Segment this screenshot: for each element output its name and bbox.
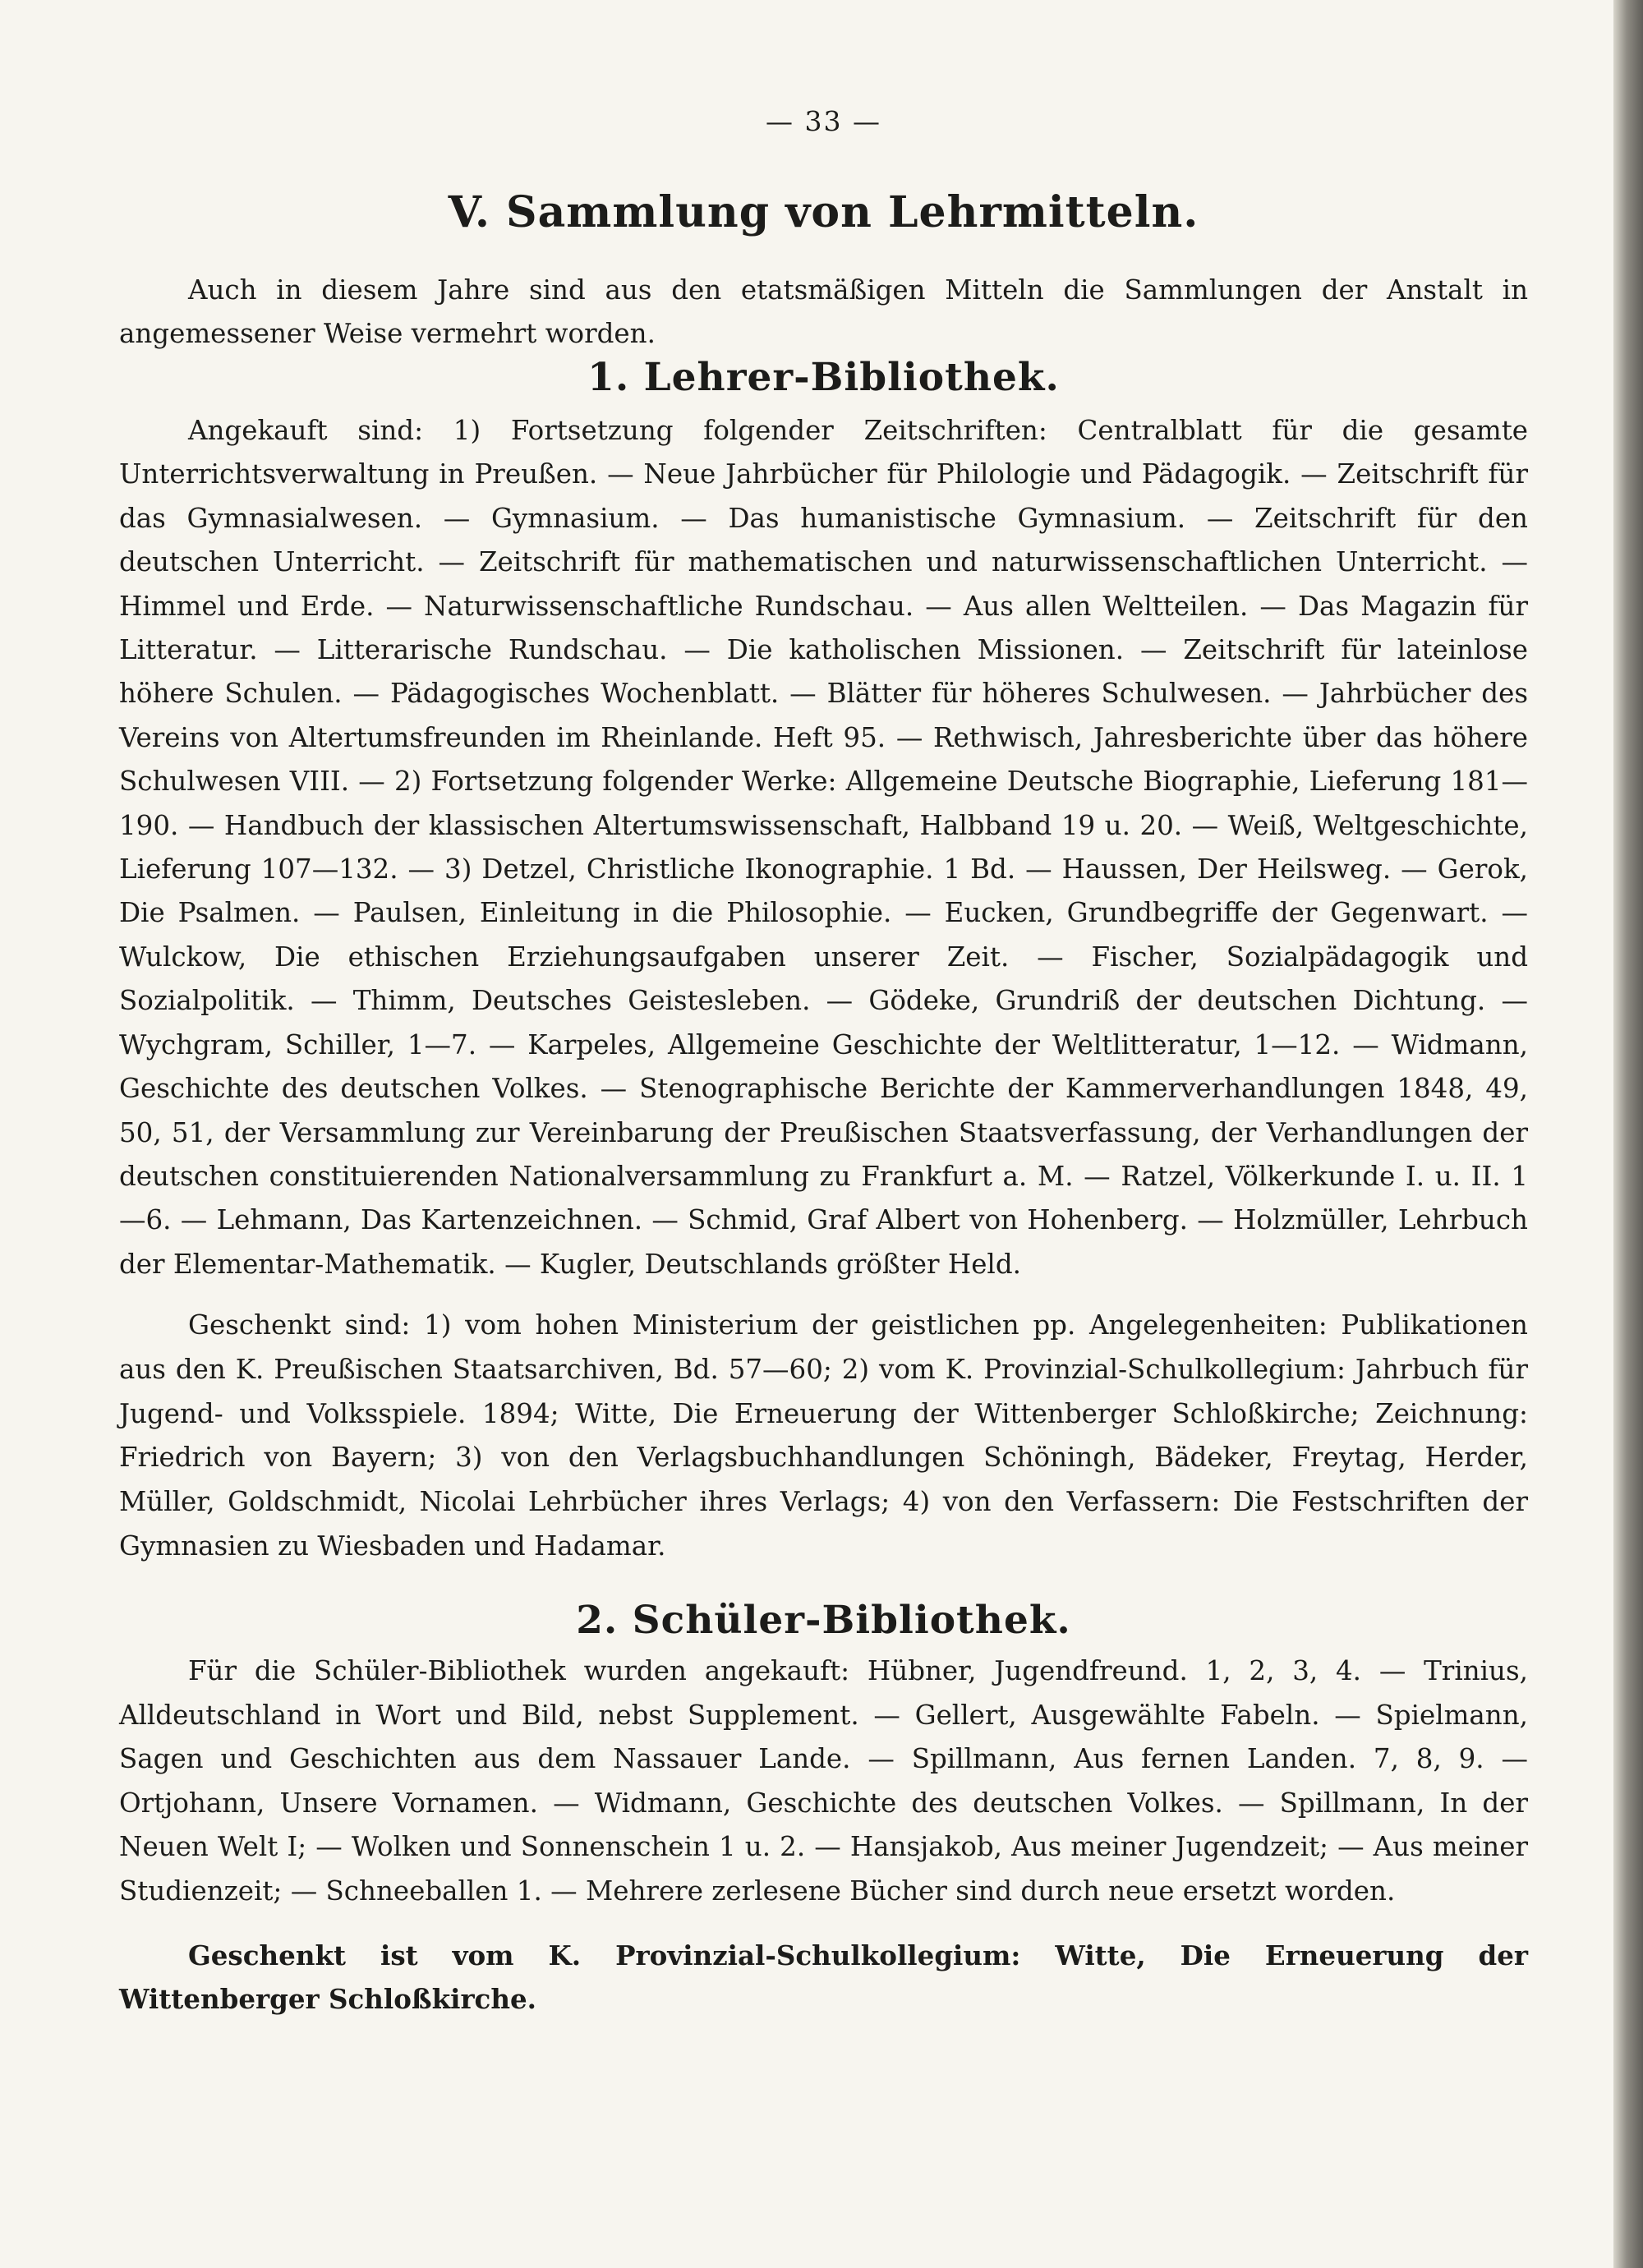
section-title: V. Sammlung von Lehrmitteln. bbox=[448, 187, 1199, 237]
intro-paragraph: Auch in diesem Jahre sind aus den etatsmäßigen Mitteln die Sammlungen der Anstalt in angemessener Weise vermehrt worden. bbox=[119, 274, 1528, 350]
student-library-heading: 2. Schüler-Bibliothek. bbox=[576, 1598, 1071, 1643]
page-edge-shadow bbox=[1613, 0, 1643, 2268]
teacher-library-gifted-paragraph: Geschenkt sind: 1) vom hohen Ministerium der geistlichen pp. Angelegenheiten: Publikationen aus den K. Preußischen Staatsarchiven, Bd. 57—60; 2) vom K. Provinzial-Schulkollegium: Jahrbuch für Jugend- und Volksspiele. 1894; Witte, Die Erneuerung der Wittenberger Schloßkirche; Zeichnung: Friedrich von Bayern; 3) von den Verlagsbuchhandlungen Schöningh, Bädeker, Freytag, Herder, Müller, Goldschmidt, Nicolai Lehrbücher ihres Verlags; 4) von den Verfassern: Die Festschriften der Gymnasien zu Wiesbaden und Hadamar. bbox=[119, 1309, 1528, 1562]
teacher-library-purchased-paragraph: Angekauft sind: 1) Fortsetzung folgender Zeitschriften: Centralblatt für die gesamte Unterrichtsverwaltung in Preußen. — Neue Jahrbücher für Philologie und Pädagogik. — Zeitschrift für das Gymnasialwesen. — Gymnasium. — Das humanistische Gymnasium. — Zeitschrift für den deutschen Unterricht. — Zeitschrift für mathematischen und naturwissenschaftlichen Unterricht. — Himmel und Erde. — Naturwissenschaftliche Rundschau. — Aus allen Weltteilen. — Das Magazin für Litteratur. — Litterarische Rundschau. — Die katholischen Missionen. — Zeitschrift für lateinlose höhere Schulen. — Pädagogisches Wochenblatt. — Blätter für höheres Schulwesen. — Jahrbücher des Vereins von Altertumsfreunden im Rheinlande. Heft 95. — Rethwisch, Jahresberichte über das höhere Schulwesen VIII. — 2) Fortsetzung folgender Werke: Allgemeine Deutsche Biographie, Lieferung 181—190. — Handbuch der klassischen Altertumswissenschaft, Halbband 19 u. 20. — Weiß, Weltgeschichte, Lieferung 107—132. — 3) Detzel, Christliche Ikonographie. 1 Bd. — Haussen, Der Heilsweg. — Gerok, Die Psalmen. — Paulsen, Einleitung in die Philosophie. — Eucken, Grundbegriffe der Gegenwart. — Wulckow, Die ethischen Erziehungsaufgaben unserer Zeit. — Fischer, Sozialpädagogik und Sozialpolitik. — Thimm, Deutsches Geistesleben. — Gödeke, Grundriß der deutschen Dichtung. — Wychgram, Schiller, 1—7. — Karpeles, Allgemeine Geschichte der Weltlitteratur, 1—12. — Widmann, Geschichte des deutschen Volkes. — Stenographische Berichte der Kammerverhandlungen 1848, 49, 50, 51, der Versammlung zur Vereinbarung der Preußischen Staatsverfassung, der Verhandlungen der deutschen constituierenden Nationalversammlung zu Frankfurt a. M. — Ratzel, Völkerkunde I. u. II. 1—6. — Lehmann, Das Kartenzeichnen. — Schmid, Graf Albert von Hohenberg. — Holzmüller, Lehrbuch der Elementar-Mathematik. — Kugler, Deutschlands größter Held. bbox=[119, 415, 1528, 1280]
document-page bbox=[119, 0, 1528, 2268]
student-library-gifted-paragraph: Geschenkt ist vom K. Provinzial-Schulkollegium: Witte, Die Erneuerung der Wittenberger Schloßkirche. bbox=[119, 1939, 1528, 2016]
teacher-library-heading: 1. Lehrer-Bibliothek. bbox=[587, 355, 1060, 400]
page-number: — 33 — bbox=[766, 105, 881, 137]
student-library-purchased-paragraph: Für die Schüler-Bibliothek wurden angekauft: Hübner, Jugendfreund. 1, 2, 3, 4. — Trinius, Alldeutschland in Wort und Bild, nebst Supplement. — Gellert, Ausgewählte Fabeln. — Spielmann, Sagen und Geschichten aus dem Nassauer Lande. — Spillmann, Aus fernen Landen. 7, 8, 9. — Ortjohann, Unsere Vornamen. — Widmann, Geschichte des deutschen Volkes. — Spillmann, In der Neuen Welt I; — Wolken und Sonnenschein 1 u. 2. — Hansjakob, Aus meiner Jugendzeit; — Aus meiner Studienzeit; — Schneeballen 1. — Mehrere zerlesene Bücher sind durch neue ersetzt worden. bbox=[119, 1655, 1528, 1907]
